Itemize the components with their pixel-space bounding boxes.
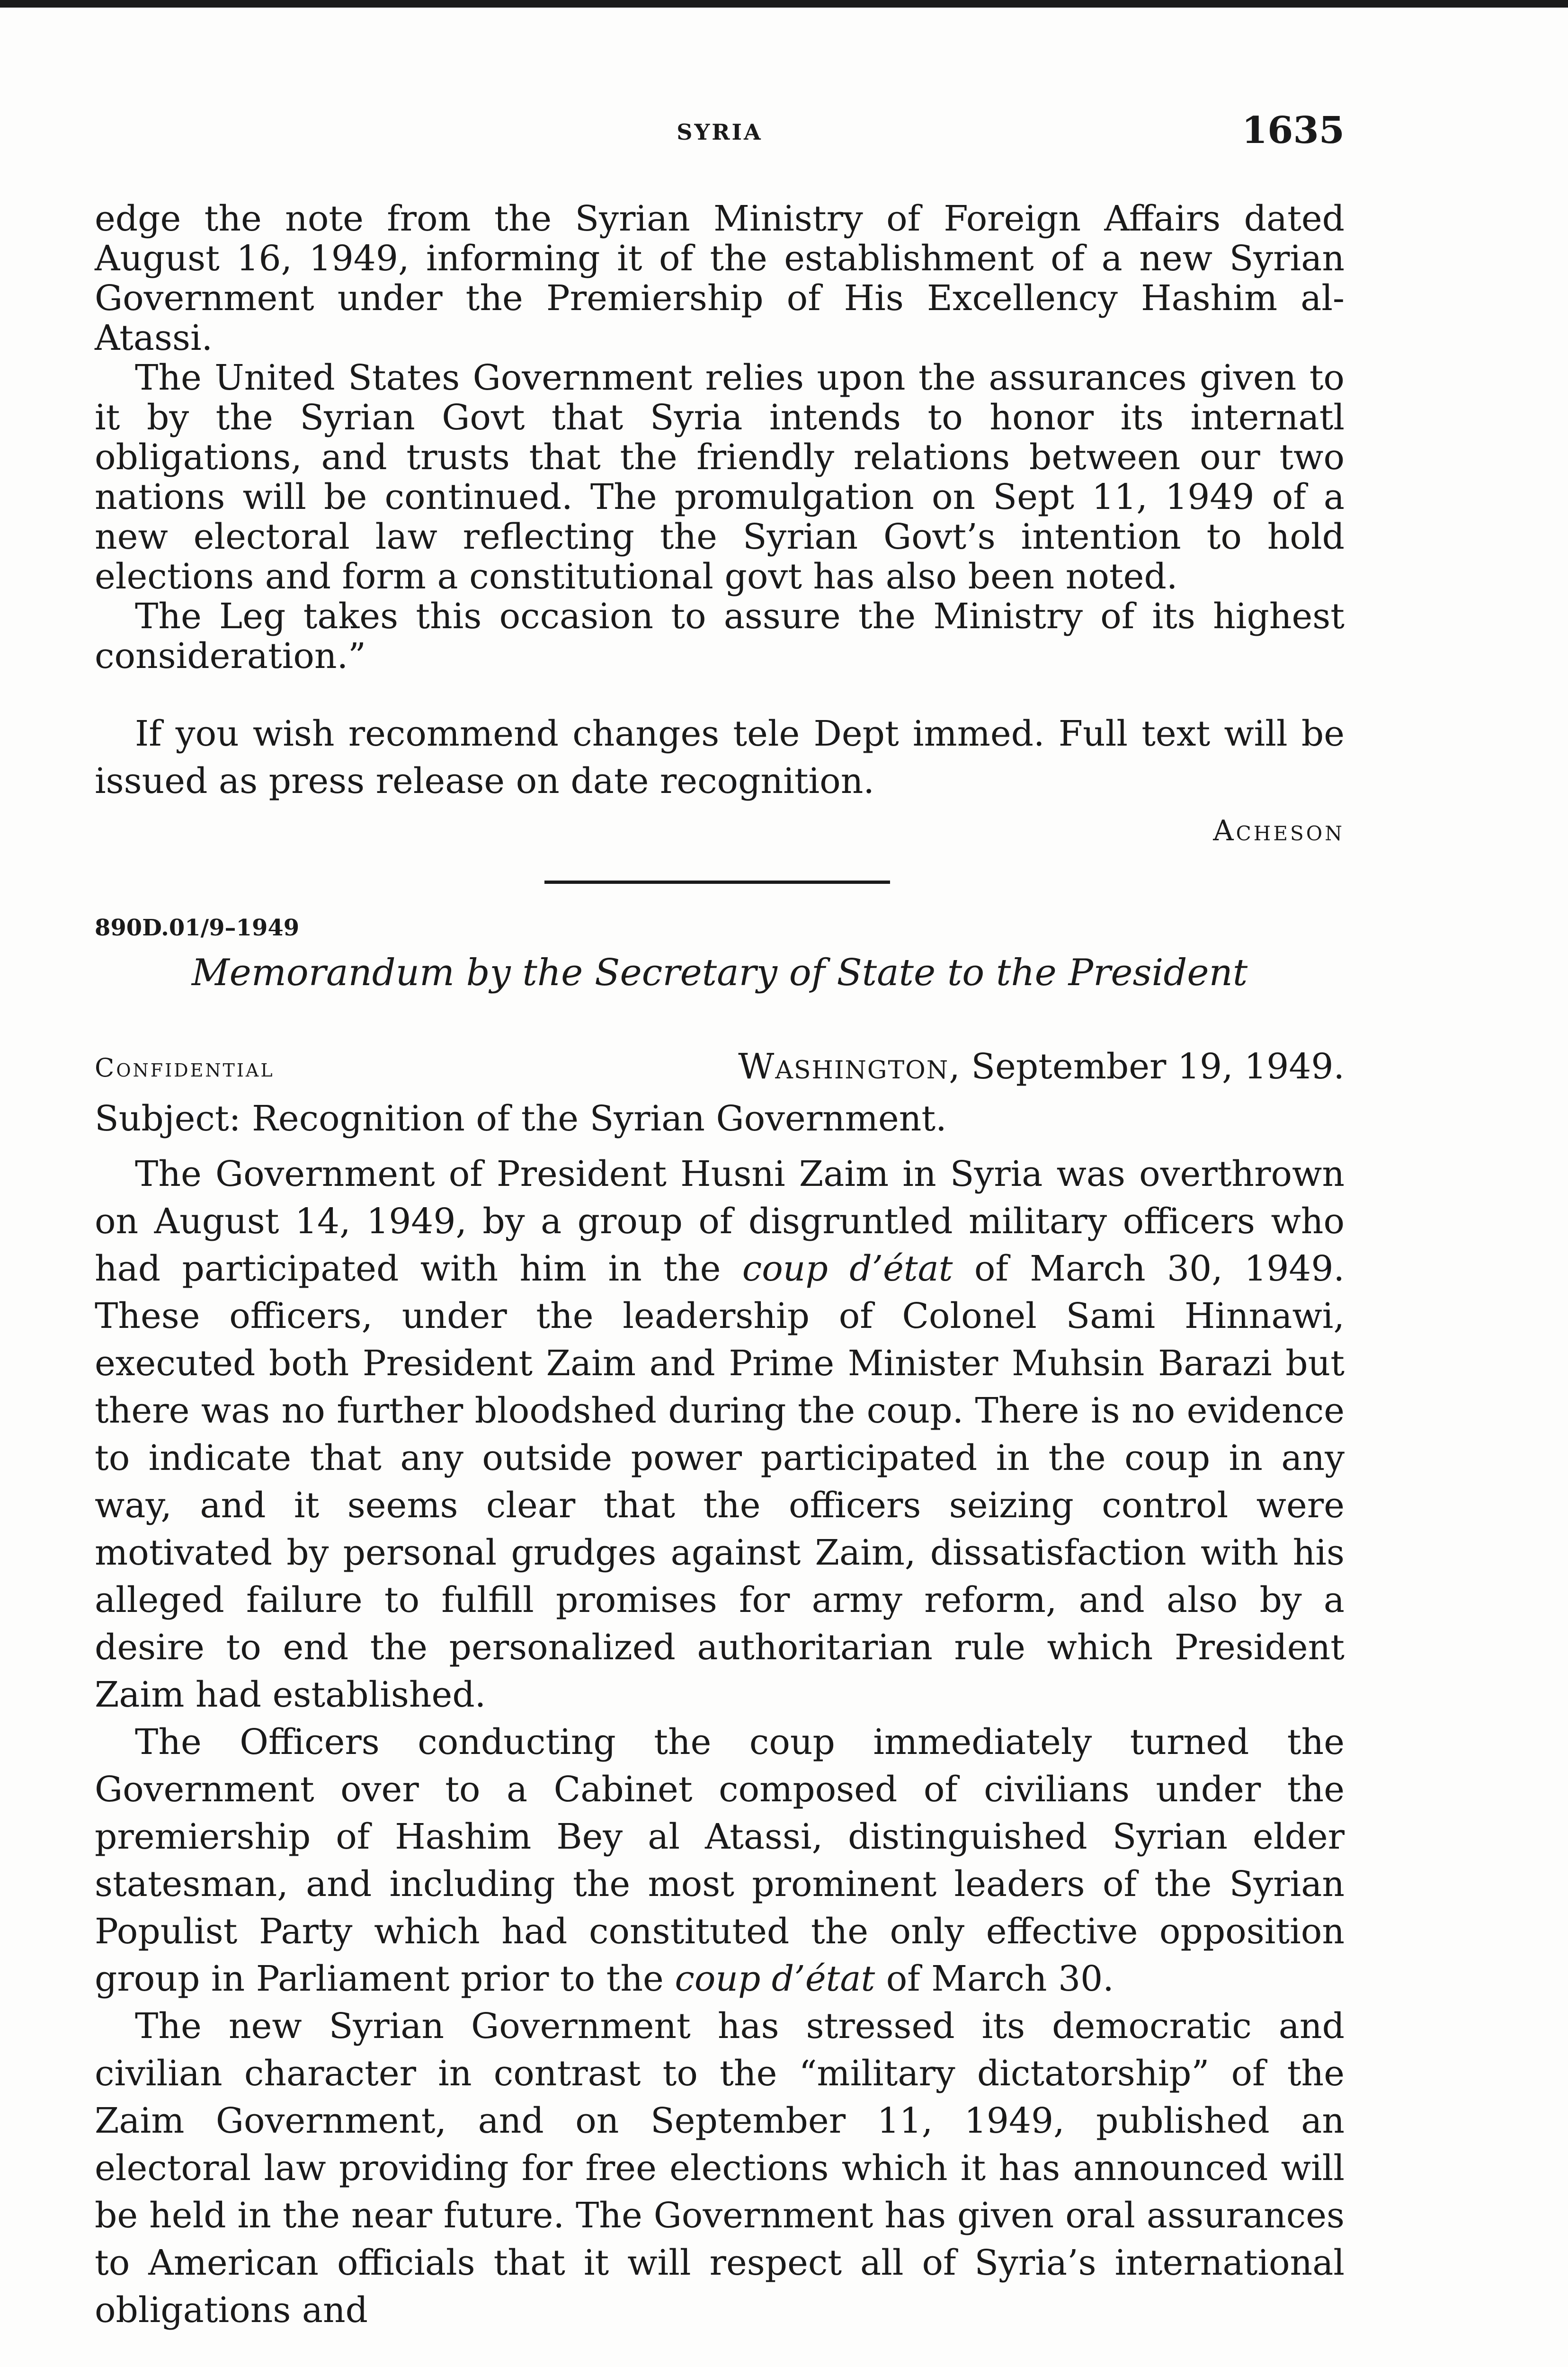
memo-paragraph-2-italic: coup d’état [675,1958,875,1999]
top-edge-rule [0,0,1568,8]
telegram-body [95,199,1345,676]
file-number: 890D.01/9–1949 [95,915,300,941]
classification-marking: Confidential [95,1053,275,1083]
memo-paragraph-2-part-1: The Officers conducting the coup immediately turned the Government over to a Cabinet composed of civilians under the premiership of Hashim Bey al Atassi, distinguished Syrian elder statesman, and including the most prominent leaders of the Syrian Populist Party which had constituted the only effective opposition group in Parliament prior to the [95,1722,1345,1999]
memo-paragraph-1 [95,1150,1345,1718]
memo-paragraph-2-part-2: of March 30. [875,1958,1114,1999]
classification-line [95,1046,1345,1094]
telegram-paragraph-1: edge the note from the Syrian Ministry of Foreign Affairs dated August 16, 1949, informing it of the establishment of a new Syrian Government under the Premiership of His Excellency Hashim al-Atassi. [95,198,1345,358]
subject-line: Subject: Recognition of the Syrian Government. [95,1098,947,1139]
dateline [738,1046,1345,1087]
memo-paragraph-1-part-1: The Government of President Husni Zaim in Syria was overthrown on August 14, 1949, by a group of disgruntled military officers who had participated with him in the [95,1154,1345,1289]
section-title: SYRIA [677,119,763,145]
running-head [95,109,1345,161]
dateline-place: Washington [738,1046,949,1087]
memo-paragraph-1-part-2: of March 30, 1949. These officers, under the leadership of Colonel Sami Hinnawi, executed both President Zaim and Prime Minister Muhsin Barazi but there was no further bloodshed during the coup. There is no evidence to indicate that any outside power participated in the coup in any way, and it seems clear that the officers seizing control were motivated by personal grudges against Zaim, dissatisfaction with his alleged failure to fulfill promises for army reform, and also by a desire to end the personalized authoritarian rule which President Zaim had established. [95,1248,1345,1715]
memo-paragraph-2 [95,1718,1345,2002]
telegram-paragraph-3: The Leg takes this occasion to assure the Ministry of its highest consideration.” [95,596,1345,676]
closing-note-block [95,710,1345,805]
document-title: Memorandum by the Secretary of State to the President [191,952,1248,994]
section-divider [544,881,890,884]
signature: Acheson [1213,814,1345,847]
telegram-paragraph-2: The United States Government relies upon the assurances given to it by the Syrian Govt that Syria intends to honor its internatl obligations, and trusts that the friendly relations between our two nations will be continued. The promulgation on Sept 11, 1949 of a new electoral law reflecting the Syrian Govt’s intention to hold elections and form a constitutional govt has also been noted. [95,357,1345,597]
dateline-date: , September 19, 1949. [949,1046,1345,1087]
closing-note: If you wish recommend changes tele Dept immed. Full text will be issued as press release on date recognition. [95,713,1345,801]
memo-paragraph-1-italic: coup d’état [742,1248,953,1289]
memo-paragraph-3: The new Syrian Government has stressed its democratic and civilian character in contrast to the “military dictatorship” of the Zaim Government, and on September 11, 1949, published an electoral law providing for free elections which it has announced will be held in the near future. The Government has given oral assurances to American officials that it will respect all of Syria’s international obligations and [95,2006,1345,2331]
memorandum-body [95,1150,1345,2334]
page-number: 1635 [1241,109,1345,152]
